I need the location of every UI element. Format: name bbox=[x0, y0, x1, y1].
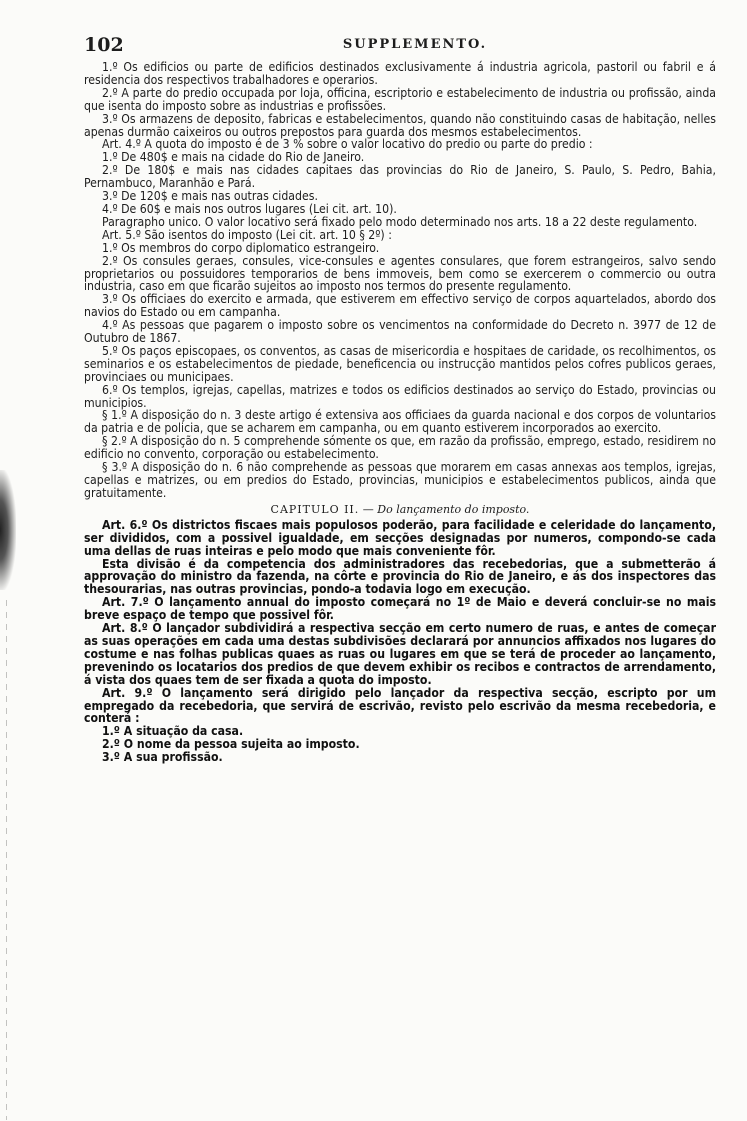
paragraph: 2.º A parte do predio occupada por loja, officina, escriptorio e estabelecimento de industria ou profissão, ainda que isenta do imposto sobre as industrias e profissões. bbox=[84, 85, 716, 113]
running-title: SUPPLEMENTO. bbox=[342, 37, 488, 52]
paragraph: § 2.º A disposição do n. 5 comprehende sómente os que, em razão da profissão, emprego, estado, residirem no edificio no convento, corporação ou estabelecimento. bbox=[84, 434, 716, 462]
paragraph: Paragrapho unico. O valor locativo será fixado pelo modo determinado nos arts. 18 a 22 deste regulamento. bbox=[102, 214, 698, 229]
page-edge-line bbox=[6, 600, 7, 1120]
body-text-part2 bbox=[84, 519, 716, 764]
chapter-number: CAPITULO II. bbox=[270, 502, 360, 516]
paragraph: Art. 5.º São isentos do imposto (Lei cit. art. 10 § 2º) : bbox=[102, 227, 392, 242]
body-text-part1 bbox=[84, 61, 716, 500]
paragraph: 6.º Os templos, igrejas, capellas, matrizes e todos os edificios destinados ao serviço do Estado, provincias ou municipios. bbox=[84, 382, 716, 410]
paragraph: Art. 6.º Os districtos fiscaes mais populosos poderão, para facilidade e celeridade do lançamento, ser divididos, com a possivel igualdade, em secções designadas por numeros, compondo-se cada uma dellas de ruas inteiras e pelo modo que mais conveniente fôr. bbox=[84, 517, 716, 558]
paragraph: 3.º Os officiaes do exercito e armada, que estiverem em effectivo serviço de corpos aquartelados, abordo dos navios do Estado ou em campanha. bbox=[84, 292, 716, 320]
paragraph: Art. 4.º A quota do imposto é de 3 % sobre o valor locativo do predio ou parte do predio : bbox=[102, 137, 593, 152]
paragraph: 1.º A situação da casa. bbox=[102, 724, 244, 739]
page-number: 102 bbox=[84, 34, 124, 56]
paragraph: Art. 8.º O lançador subdividirá a respectiva secção em certo numero de ruas, e antes de começar as suas operações em cada uma destas subdivisões declarará por annuncios affixados nos lugares do costume e nas folhas publicas quaes as ruas ou lugares em que se terá de proceder ao lançamento, prevenindo os locatarios dos predios de que devem exhibir os recibos e contractos de arrendamento, á vista dos quaes tem de ser fixada a quota do imposto. bbox=[84, 621, 716, 687]
paragraph: 1.º De 480$ e mais na cidade do Rio de Janeiro. bbox=[102, 150, 365, 165]
paragraph: 1.º Os edificios ou parte de edificios destinados exclusivamente á industria agricola, pastoril ou fabril e á residencia dos respectivos trabalhadores e operarios. bbox=[84, 60, 716, 87]
paragraph: 3.º A sua profissão. bbox=[102, 750, 223, 765]
page-edge-shadow bbox=[0, 470, 16, 590]
paragraph: § 3.º A disposição do n. 6 não comprehende as pessoas que morarem em casas annexas aos templos, igrejas, capellas e matrizes, ou em predios do Estado, provincias, municipios e estabelecimentos publicos, ainda que gratuitamente. bbox=[84, 460, 716, 500]
paragraph: § 1.º A disposição do n. 3 deste artigo é extensiva aos officiaes da guarda nacional e dos corpos de voluntarios da patria e de policia, que se acharem em campanha, ou em quanto estiverem incorporados ao exercito. bbox=[84, 408, 716, 436]
page-header bbox=[84, 34, 716, 56]
paragraph: 4.º De 60$ e mais nos outros lugares (Lei cit. art. 10). bbox=[102, 201, 397, 216]
paragraph: 5.º Os paços episcopaes, os conventos, as casas de misericordia e hospitaes de caridade, os recolhimentos, os seminarios e os estabelecimentos de piedade, beneficencia ou instrucção mantidos pelos cofres publicos geraes, provinciaes ou municipaes. bbox=[84, 343, 716, 384]
paragraph: 1.º Os membros do corpo diplomatico estrangeiro. bbox=[102, 240, 380, 255]
paragraph: 2.º Os consules geraes, consules, vice-consules e agentes consulares, que forem estrangeiros, salvo sendo proprietarios ou possuidores temporarios de bens immoveis, bem como se exercerem o commercio ou outra industria, caso em que ficarão sujeitos ao imposto nos termos do presente regulamento. bbox=[84, 253, 716, 294]
paragraph: 3.º De 120$ e mais nas outras cidades. bbox=[102, 189, 318, 204]
paragraph: 2.º De 180$ e mais nas cidades capitaes das provincias do Rio de Janeiro, S. Paulo, S. Pedro, Bahia, Pernambuco, Maranhão e Pará. bbox=[84, 163, 716, 191]
paragraph: Art. 9.º O lançamento será dirigido pelo lançador da respectiva secção, escripto por um empregado da recebedoria, que servirá de escrivão, revisto pelo escrivão da mesma recebedoria, e conterá : bbox=[84, 685, 716, 726]
chapter-heading bbox=[84, 503, 716, 516]
paragraph: 4.º As pessoas que pagarem o imposto sobre os vencimentos na conformidade do Decreto n. 3977 de 12 de Outubro de 1867. bbox=[84, 318, 716, 346]
paragraph: Art. 7.º O lançamento annual do imposto começará no 1º de Maio e deverá concluir-se no mais breve espaço de tempo que possivel fôr. bbox=[84, 595, 716, 623]
chapter-dash: — bbox=[359, 502, 378, 516]
chapter-title: Do lançamento do imposto. bbox=[377, 502, 530, 516]
paragraph: Esta divisão é da competencia dos administradores das recebedorias, que a submetterão á approvação do ministro da fazenda, na côrte e provincia do Rio de Janeiro, e ás dos inspectores das thesourarias, nas outras provincias, pondo-a todavia logo em execução. bbox=[84, 556, 716, 597]
document-page bbox=[84, 34, 716, 764]
paragraph: 2.º O nome da pessoa sujeita ao imposto. bbox=[102, 737, 360, 752]
paragraph: 3.º Os armazens de deposito, fabricas e estabelecimentos, quando não constituindo casas de habitação, nelles apenas durmão caixeiros ou outros prepostos para guarda dos mesmos estabelecimentos. bbox=[84, 111, 716, 139]
